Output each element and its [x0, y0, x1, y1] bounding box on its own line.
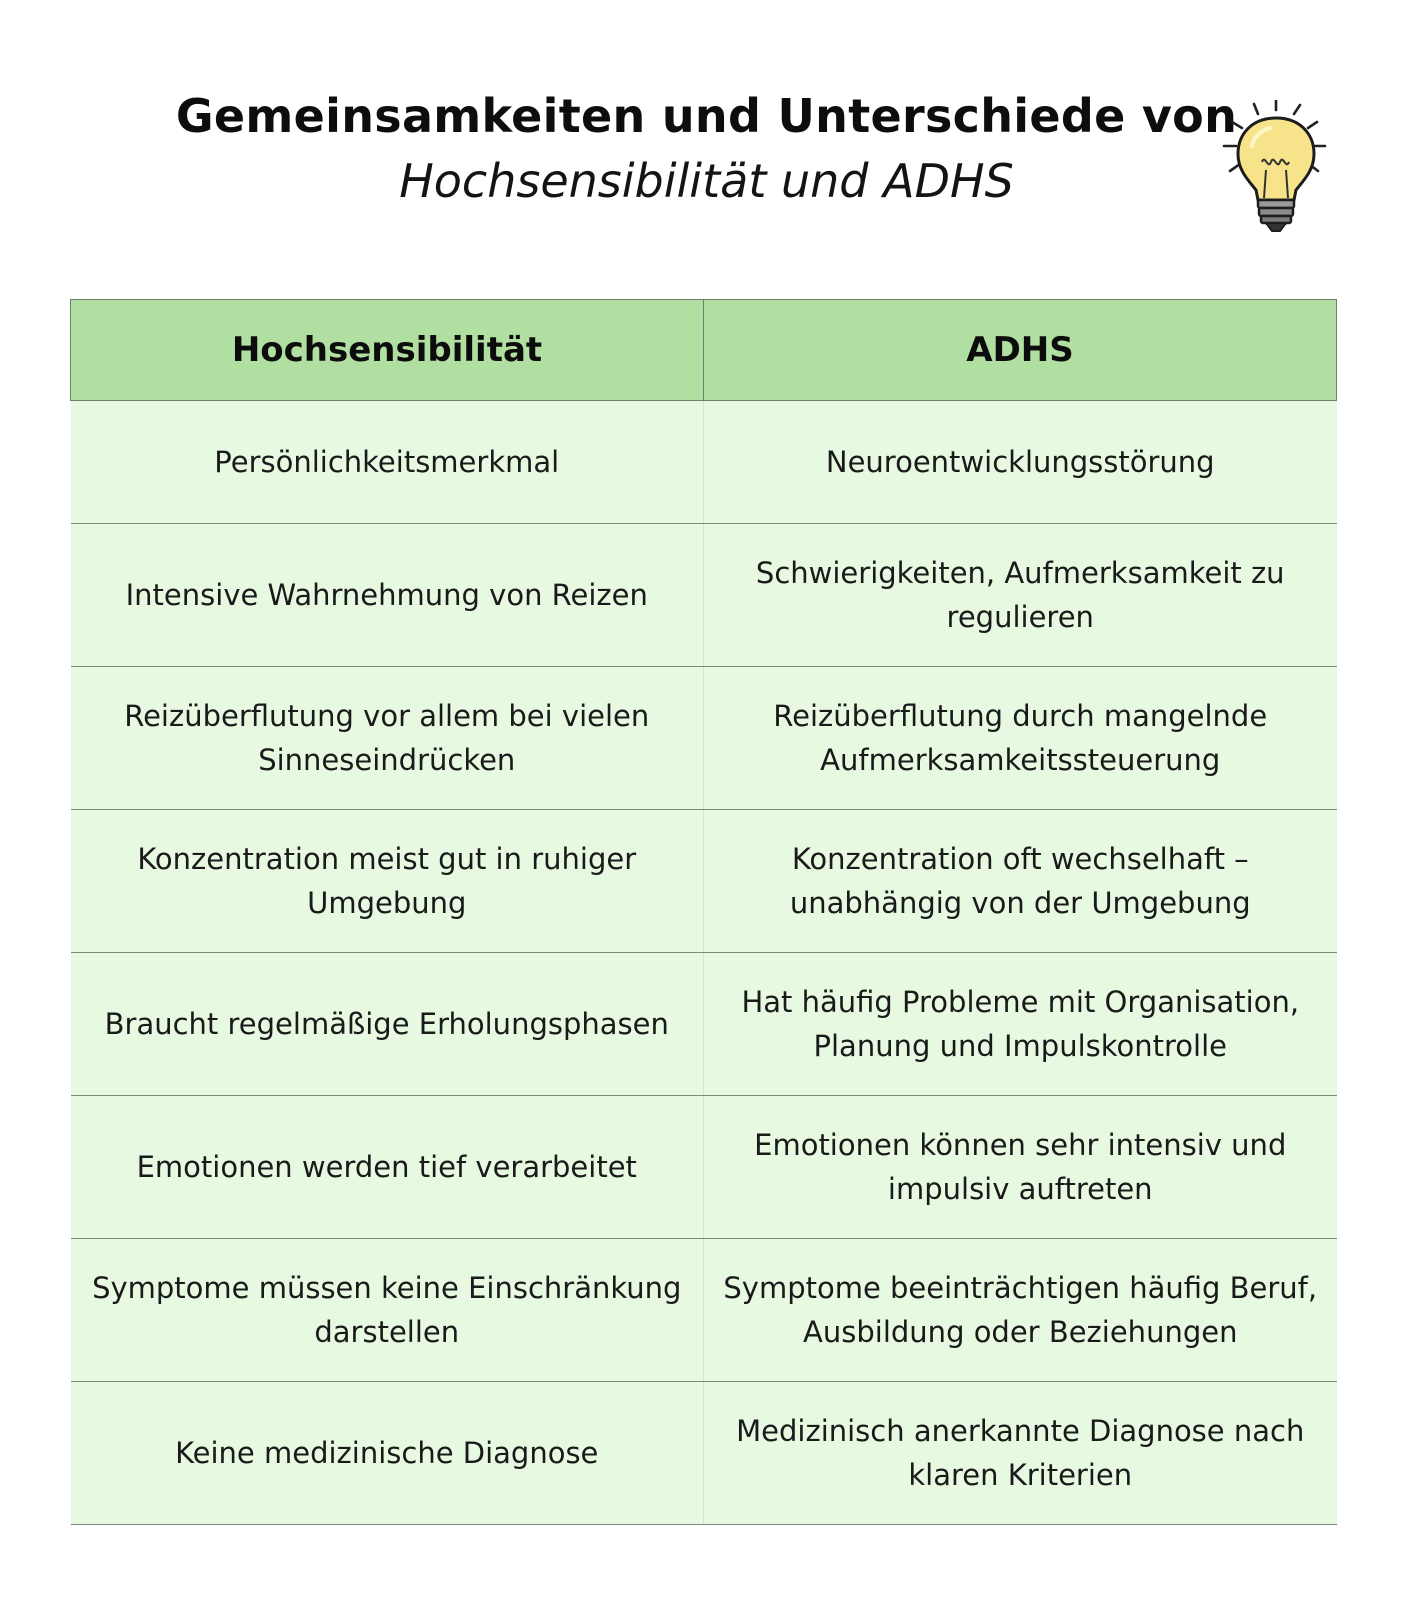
cell-hochsensibilitaet: Keine medizinische Diagnose: [71, 1382, 704, 1525]
cell-adhs: Konzentration oft wechselhaft – unabhängig von der Umgebung: [704, 810, 1337, 953]
table-row: [71, 667, 1337, 810]
table-row: [71, 1096, 1337, 1239]
cell-hochsensibilitaet: Symptome müssen keine Einschränkung darstellen: [71, 1239, 704, 1382]
lightbulb-icon: [1218, 100, 1330, 236]
cell-adhs: Hat häufig Probleme mit Organisation, Planung und Impulskontrolle: [704, 953, 1337, 1096]
title-line-1: Gemeinsamkeiten und Unterschiede von: [175, 89, 1238, 143]
comparison-table: [70, 299, 1337, 1525]
cell-adhs: Symptome beeinträchtigen häufig Beruf, Ausbildung oder Beziehungen: [704, 1239, 1337, 1382]
header-hochsensibilitaet: Hochsensibilität: [71, 300, 704, 401]
cell-adhs: Schwierigkeiten, Aufmerksamkeit zu regulieren: [704, 524, 1337, 667]
cell-hochsensibilitaet: Braucht regelmäßige Erholungsphasen: [71, 953, 704, 1096]
table-row: [71, 401, 1337, 524]
table-header-row: [71, 300, 1337, 401]
cell-hochsensibilitaet: Reizüberflutung vor allem bei vielen Sinneseindrücken: [71, 667, 704, 810]
cell-hochsensibilitaet: Konzentration meist gut in ruhiger Umgebung: [71, 810, 704, 953]
table-row: [71, 953, 1337, 1096]
cell-adhs: Reizüberflutung durch mangelnde Aufmerksamkeitssteuerung: [704, 667, 1337, 810]
table-row: [71, 524, 1337, 667]
cell-adhs: Emotionen können sehr intensiv und impulsiv auftreten: [704, 1096, 1337, 1239]
title-line-2: Hochsensibilität und ADHS: [399, 154, 1014, 208]
table-row: [71, 1382, 1337, 1525]
page-title: [0, 88, 1413, 214]
cell-hochsensibilitaet: Emotionen werden tief verarbeitet: [71, 1096, 704, 1239]
cell-adhs: Medizinisch anerkannte Diagnose nach klaren Kriterien: [704, 1382, 1337, 1525]
cell-hochsensibilitaet: Persönlichkeitsmerkmal: [71, 401, 704, 524]
table-row: [71, 1239, 1337, 1382]
cell-adhs: Neuroentwicklungsstörung: [704, 401, 1337, 524]
cell-hochsensibilitaet: Intensive Wahrnehmung von Reizen: [71, 524, 704, 667]
header-adhs: ADHS: [704, 300, 1337, 401]
table-row: [71, 810, 1337, 953]
